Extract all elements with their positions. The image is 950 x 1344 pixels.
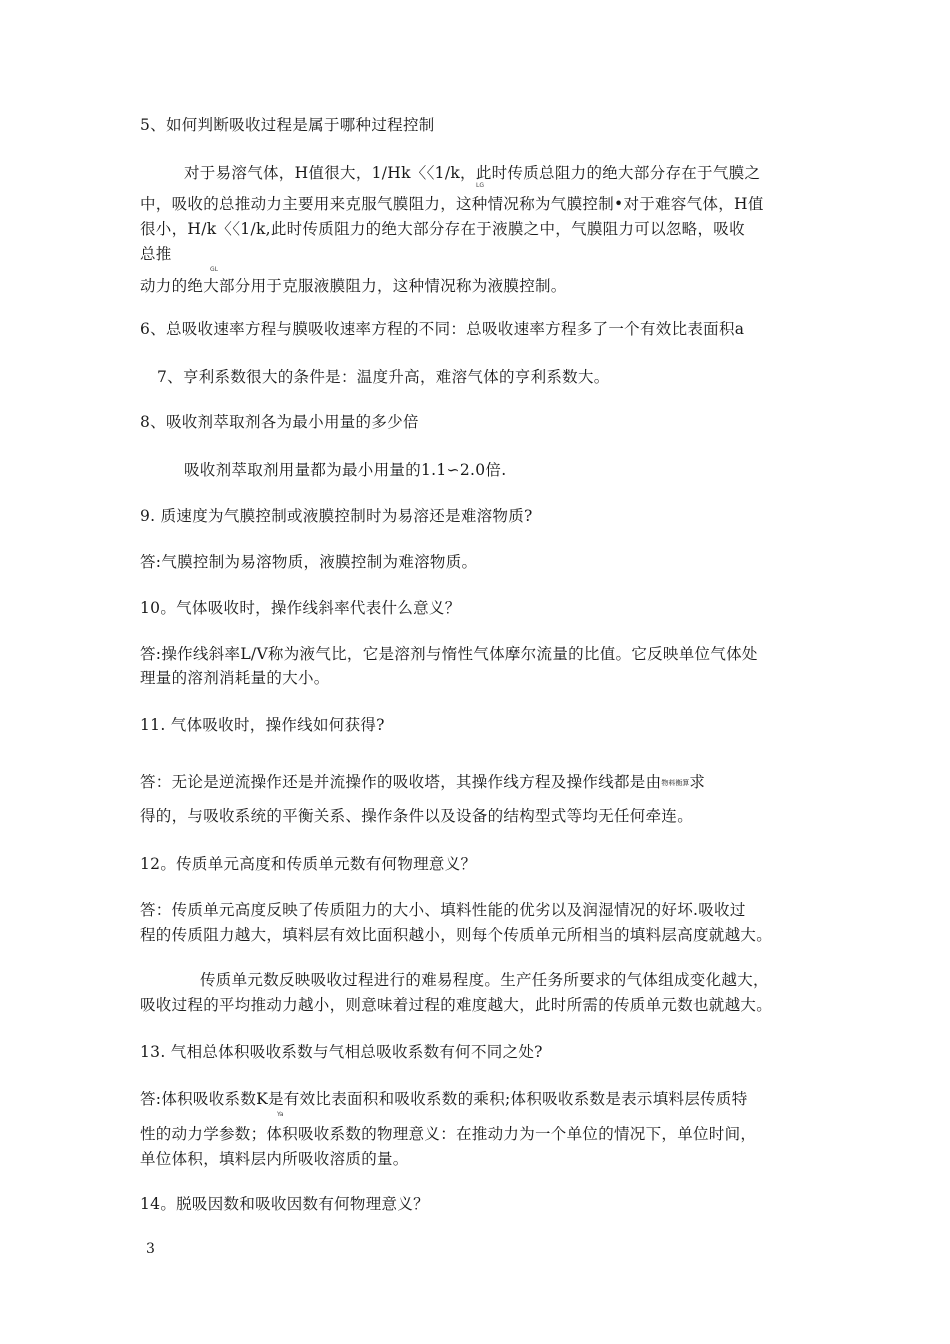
q5-heading: 5、如何判断吸收过程是属于哪种过程控制 — [140, 116, 435, 134]
q11-answer-tiny-note: 物料衡算 — [661, 779, 690, 787]
q5-line-1: 对于易溶气体，H值很大，1/Hk〈〈1/k，此时传质总阻力的绝大部分存在于气膜之 — [184, 164, 761, 182]
q7-text: 7、亨利系数很大的条件是：温度升高，难溶气体的亨利系数大。 — [157, 368, 610, 386]
q14-heading: 14。脱吸因数和吸收因数有何物理意义？ — [140, 1195, 429, 1213]
q13-answer-line-3: 单位体积，填料层内所吸收溶质的量。 — [140, 1150, 409, 1168]
q10-heading: 10。气体吸收时，操作线斜率代表什么意义？ — [140, 599, 461, 617]
q5-line-4: 总推 — [140, 245, 172, 263]
q13-subscript-ya: Ya — [277, 1111, 284, 1118]
q10-answer-line-2: 理量的溶剂消耗量的大小。 — [140, 669, 330, 687]
q9-heading: 9. 质速度为气膜控制或液膜控制时为易溶还是难溶物质? — [140, 507, 533, 525]
q13-answer-line-2: 性的动力学参数；体积吸收系数的物理意义：在推动力为一个单位的情况下，单位时间， — [140, 1125, 757, 1143]
q12-answer-line-4: 吸收过程的平均推动力越小，则意味着过程的难度越大，此时所需的传质单元数也就越大。 — [140, 996, 773, 1014]
q12-heading: 12。传质单元高度和传质单元数有何物理意义？ — [140, 855, 477, 873]
q11-answer-end: 求 — [689, 773, 706, 791]
q6-text: 6、总吸收速率方程与膜吸收速率方程的不同：总吸收速率方程多了一个有效比表面积a — [140, 320, 745, 338]
q8-answer: 吸收剂萃取剂用量都为最小用量的1.1∽2.0倍. — [184, 461, 507, 479]
q5-subscript-gl: GL — [210, 266, 218, 273]
q8-heading: 8、吸收剂萃取剂各为最小用量的多少倍 — [140, 413, 419, 431]
q13-heading: 13. 气相总体积吸收系数与气相总吸收系数有何不同之处? — [140, 1043, 543, 1061]
q11-answer-line-2: 得的，与吸收系统的平衡关系、操作条件以及设备的结构型式等均无任何牵连。 — [140, 807, 694, 825]
q13-answer-line-1: 答:体积吸收系数K是有效比表面积和吸收系数的乘积;体积吸收系数是表示填料层传质特 — [140, 1090, 748, 1108]
q9-answer: 答:气膜控制为易溶物质，液膜控制为难溶物质。 — [140, 553, 478, 571]
q10-answer-line-1: 答:操作线斜率L/V称为液气比，它是溶剂与惰性气体摩尔流量的比值。它反映单位气体处 — [140, 645, 758, 663]
q12-answer-line-1: 答：传质单元高度反映了传质阻力的大小、填料性能的优劣以及润湿情况的好坏.吸收过 — [140, 901, 746, 919]
q5-line-3: 很小，H/k〈〈1/k,此时传质阻力的绝大部分存在于液膜之中，气膜阻力可以忽略，吸收 — [140, 220, 745, 238]
q11-answer-text: 答：无论是逆流操作还是并流操作的吸收塔，其操作线方程及操作线都是由 — [140, 773, 662, 791]
q11-answer-line-1 — [140, 771, 705, 794]
q5-line-5: 动力的绝大部分用于克服液膜阻力，这种情况称为液膜控制。 — [140, 277, 567, 295]
q11-heading: 11. 气体吸收时，操作线如何获得? — [140, 716, 385, 734]
q5-subscript-lg: LG — [476, 182, 484, 189]
q12-answer-line-3: 传质单元数反映吸收过程进行的难易程度。生产任务所要求的气体组成变化越大， — [200, 971, 769, 989]
page-number: 3 — [146, 1241, 155, 1257]
q12-answer-line-2: 程的传质阻力越大，填料层有效比面积越小，则每个传质单元所相当的填料层高度就越大。 — [140, 926, 773, 944]
q5-line-2: 中，吸收的总推动力主要用来克服气膜阻力，这种情况称为气膜控制•对于难容气体，H值 — [140, 195, 764, 213]
